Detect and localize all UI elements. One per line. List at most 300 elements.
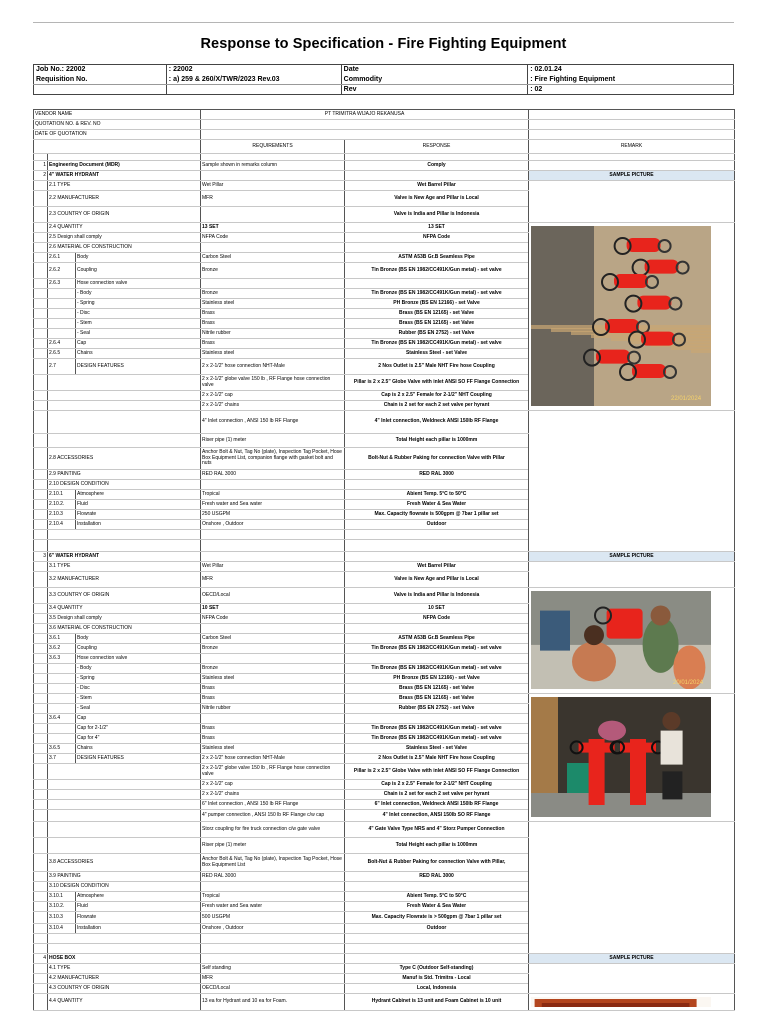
spec-table [33,109,735,1011]
item-number: 3 [34,552,48,562]
item-number [34,191,48,207]
response-cell: Tin Bronze (BS EN 1982/CC491K/Gun metal) - set valve [345,263,529,279]
requirement-cell [201,279,345,289]
response-cell [345,944,529,954]
remark-cell [529,154,735,161]
response-cell: ASTM A53B Gr.B Seamless Pipe [345,253,529,263]
item-number [34,181,48,191]
response-cell: Manuf is Std. Trimitra - Local [345,974,529,984]
remark-photo-cell [529,411,735,552]
item-number [34,664,48,674]
remark-cell [529,161,735,171]
response-cell: 4" Inlet connection, ANSI 150lb SO RF Flange [345,810,529,822]
item-code [48,319,76,329]
table-row [34,954,735,964]
response-cell: Outdoor [345,924,529,934]
response-cell: NFPA Code [345,614,529,624]
requirement-cell [201,934,345,944]
table-row [34,552,735,562]
item-description [48,530,201,540]
requirement-cell: 2 x 2-1/2" chains [201,401,345,411]
vendor-name-label: VENDOR NAME [34,110,201,120]
response-cell [345,624,529,634]
requirement-cell [201,480,345,490]
response-cell: Tin Bronze (BS EN 1982/CC491K/Gun metal) - set valve [345,339,529,349]
item-number [34,780,48,790]
item-description: Chains [76,349,201,359]
table-row [34,181,735,191]
response-cell: Tin Bronze (BS EN 1982/CC491K/Gun metal) - set valve [345,644,529,654]
item-number [34,822,48,838]
requirement-cell: 10 SET [201,604,345,614]
response-cell [345,954,529,964]
item-description: 3.1 TYPE [48,562,201,572]
item-code [48,674,76,684]
requirement-cell: Nitrile rubber [201,329,345,339]
item-description: Body [76,634,201,644]
requirement-cell: Anchor Bolt & Nut, Tag No (plate), Inspection Tag Pocket, Hose Box Equipment List, companion flange with gasket bolt and nuts [201,448,345,470]
requirement-cell: Brass [201,724,345,734]
response-cell: 2 Nos Outlet is 2.5" Male NHT Fire hose Coupling [345,359,529,375]
response-cell: 4" Gate Valve Type NRS and 4" Storz Pumper Connection [345,822,529,838]
response-cell: RED RAL 3000 [345,872,529,882]
item-description [48,411,201,434]
response-cell: 4" Inlet connection, Weldneck ANSI 150lb RF Flange [345,411,529,434]
item-description: 2.9 PAINTING [48,470,201,480]
item-number [34,233,48,243]
response-cell [345,934,529,944]
item-description: Installation [76,924,201,934]
table-row [34,171,735,181]
item-description: 3.10 DESIGN CONDITION [48,882,201,892]
response-cell: Brass (BS EN 12165) - set Valve [345,694,529,704]
response-cell [345,171,529,181]
item-description: Coupling [76,644,201,654]
vendor-name-value: PT TRIMITRA WIJAJO REKANUSA [201,110,529,120]
item-description [48,790,201,800]
response-cell [345,654,529,664]
item-number [34,500,48,510]
item-number [34,520,48,530]
item-description: 4" WATER HYDRANT [48,171,201,181]
item-description: Fluid [76,902,201,912]
item-description: - Body [76,289,201,299]
remark-photo-cell [529,694,735,822]
requirement-cell [201,540,345,552]
item-code [48,684,76,694]
response-cell: Stainless Steel - set Valve [345,744,529,754]
sample-picture-label: SAMPLE PICTURE [529,552,735,562]
response-cell [345,243,529,253]
item-number [34,674,48,684]
requirement-cell: MFR [201,191,345,207]
response-cell: Cap is 2 x 2.5" Female for 2-1/2" NHT Coupling [345,780,529,790]
response-cell [345,714,529,724]
item-description [48,780,201,790]
item-number [34,838,48,854]
item-number [34,684,48,694]
rev-label: Rev [341,85,528,95]
quotation-date-label: DATE OF QUOTATION [34,130,201,140]
item-description: 3.2 MANUFACTURER [48,572,201,588]
remark-photo-cell [529,223,735,411]
response-cell: Abient Temp. 5°C to 50°C [345,490,529,500]
requirement-cell: Stainless steel [201,299,345,309]
item-number [34,810,48,822]
item-description: 3.8 ACCESSORIES [48,854,201,872]
item-description: 6" WATER HYDRANT [48,552,201,562]
date-value: : 02.01.24 [528,65,734,75]
remark-photo-cell [529,562,735,588]
item-number [34,984,48,994]
item-number [34,754,48,764]
remark-photo-cell [529,994,735,1011]
requirement-cell: Fresh water and Sea water [201,902,345,912]
item-description: HOSE BOX [48,954,201,964]
item-code: 2.10.4 [48,520,76,530]
response-cell: PH Bronze (BS EN 12166) - set Valve [345,299,529,309]
item-code: 3.10.3 [48,912,76,924]
requirement-cell: Tropical [201,490,345,500]
col-requirements: REQUIREMENTS [201,140,345,154]
pallet-hydrants-photo [531,226,711,406]
item-number [34,510,48,520]
item-code [48,309,76,319]
requirement-cell: OECD/Local [201,588,345,604]
job-value: : 22002 [166,65,341,75]
requirement-cell: 2 x 2-1/2" globe valve 150 lb , RF Flange hose connection valve [201,764,345,780]
item-number [34,154,48,161]
item-description: 4.2 MANUFACTURER [48,974,201,984]
remark-photo-cell [529,964,735,994]
requirement-cell: Storz coupling for fire truck connection c/w gate valve [201,822,345,838]
requirement-cell: Brass [201,339,345,349]
item-description: Atmosphere [76,892,201,902]
item-description: 2.6 MATERIAL OF CONSTRUCTION [48,243,201,253]
response-cell: Total Height each pillar is 1000mm [345,838,529,854]
requirement-cell: Bronze [201,664,345,674]
item-description: 2.4 QUANTITY [48,223,201,233]
item-code [48,289,76,299]
item-description [48,800,201,810]
item-number [34,924,48,934]
item-number [34,704,48,714]
item-code [48,724,76,734]
requirement-cell: Wet Pillar [201,562,345,572]
item-code [48,704,76,714]
item-description: - Seal [76,704,201,714]
response-cell: Outdoor [345,520,529,530]
response-cell [345,154,529,161]
cabinet-photo [531,997,711,1007]
item-number [34,714,48,724]
item-description: 3.5 Design shall comply [48,614,201,624]
response-cell: 10 SET [345,604,529,614]
item-description [48,822,201,838]
item-code: 3.6.2 [48,644,76,654]
item-description: Chains [76,744,201,754]
item-number [34,562,48,572]
table-row [34,694,735,704]
item-code: 3.6.4 [48,714,76,724]
requirement-cell: RED RAL 3000 [201,470,345,480]
item-number [34,944,48,954]
requirement-cell [201,624,345,634]
item-description: 2.2 MANUFACTURER [48,191,201,207]
item-description: - Disc [76,309,201,319]
response-cell: Rubber (BS EN 2752) - set Valve [345,704,529,714]
response-cell: Chain is 2 set for each 2 set valve per hyrant [345,401,529,411]
requirement-cell: 2 x 2-1/2" hose connection NHT-Male [201,754,345,764]
item-description: Cap [76,714,201,724]
item-number: 2 [34,171,48,181]
requirement-cell: Carbon Steel [201,634,345,644]
requirement-cell: 13 SET [201,223,345,233]
item-number [34,604,48,614]
item-number [34,624,48,634]
item-description: DESIGN FEATURES [76,359,201,375]
requirement-cell: 13 ea for Hydrant and 10 ea for Foam. [201,994,345,1011]
item-number [34,974,48,984]
item-number: 1 [34,161,48,171]
response-cell: Valve is New Age and Pillar is Local [345,572,529,588]
item-number [34,349,48,359]
svg-text:20/01/2024: 20/01/2024 [673,680,704,686]
item-description: Flowrate [76,912,201,924]
item-description: 3.6 MATERIAL OF CONSTRUCTION [48,624,201,634]
requirement-cell [201,954,345,964]
item-code: 3.10.4 [48,924,76,934]
requirement-cell [201,882,345,892]
item-description: - Body [76,664,201,674]
item-description: 4.4 QUANTITY [48,994,201,1011]
item-number [34,207,48,223]
requirement-cell: 6" Inlet connection , ANSI 150 lb RF Flange [201,800,345,810]
item-number [34,375,48,391]
item-number [34,744,48,754]
requirement-cell: 2 x 2-1/2" globe valve 150 lb , RF Flange hose connection valve [201,375,345,391]
requirement-cell: 2 x 2-1/2" chains [201,790,345,800]
requirement-cell: Brass [201,684,345,694]
item-number [34,490,48,500]
table-row [34,964,735,974]
item-number [34,854,48,872]
item-code: 2.7 [48,359,76,375]
requirement-cell: 2 x 2-1/2" hose connection NHT-Male [201,359,345,375]
response-cell: Hydrant Cabinet is 13 unit and Foam Cabinet is 10 unit [345,994,529,1011]
response-cell: 6" Inlet connection, Weldneck ANSI 150lb RF Flange [345,800,529,810]
requirement-cell: MFR [201,572,345,588]
item-description [48,540,201,552]
requirement-cell [201,243,345,253]
requirement-cell: Wet Pillar [201,181,345,191]
response-cell: Total Height each pillar is 1000mm [345,434,529,448]
response-cell: 13 SET [345,223,529,233]
item-number [34,572,48,588]
item-number [34,253,48,263]
requirement-cell [201,530,345,540]
response-cell: Brass (BS EN 12165) - set Valve [345,684,529,694]
item-code: 2.6.3 [48,279,76,289]
response-cell: Rubber (BS EN 2752) - set Valve [345,329,529,339]
requirement-cell: 500 USGPM [201,912,345,924]
item-description: 2.8 ACCESSORIES [48,448,201,470]
item-number [34,644,48,654]
item-number [34,892,48,902]
response-cell [345,480,529,490]
requirement-cell: Brass [201,734,345,744]
item-description: 3.3 COUNTRY OF ORIGIN [48,588,201,604]
item-number [34,694,48,704]
item-code: 3.6.5 [48,744,76,754]
item-number [34,882,48,892]
response-cell: Stainless Steel - set Valve [345,349,529,359]
requirement-cell: Self standing [201,964,345,974]
item-code [48,329,76,339]
requirement-cell: Bronze [201,289,345,299]
table-row [34,588,735,604]
requirement-cell: Tropical [201,892,345,902]
requirement-cell: Brass [201,309,345,319]
response-cell: Local, Indonesia [345,984,529,994]
item-number [34,309,48,319]
item-description: Cap for 4" [76,734,201,744]
sample-picture-label: SAMPLE PICTURE [529,171,735,181]
page-title: Response to Specification - Fire Fighting Equipment [200,36,567,52]
requirement-cell [201,552,345,562]
table-row [34,161,735,171]
item-number [34,339,48,349]
response-cell: Cap is 2 x 2.5" Female for 2-1/2" NHT Coupling [345,391,529,401]
requirement-cell: Riser pipe (1) meter [201,838,345,854]
item-description [48,810,201,822]
item-description [48,391,201,401]
response-cell: 2 Nos Outlet is 2.5" Male NHT Fire hose Coupling [345,754,529,764]
response-cell: Valve is India and Pillar is Indonesia [345,588,529,604]
pillar-hydrants-photo [531,697,711,817]
response-cell [345,540,529,552]
item-description: Engineering Document (MDR) [48,161,201,171]
item-code: 2.6.1 [48,253,76,263]
table-row [34,562,735,572]
item-number [34,588,48,604]
requirement-cell [201,154,345,161]
requirement-cell: Brass [201,319,345,329]
item-number [34,279,48,289]
item-number [34,964,48,974]
item-number [34,902,48,912]
table-row [34,223,735,233]
item-code: 3.10.1 [48,892,76,902]
item-number [34,434,48,448]
requirement-cell: 2 x 2-1/2" cap [201,391,345,401]
item-description: Cap for 2-1/2" [76,724,201,734]
item-description: DESIGN FEATURES [76,754,201,764]
col-remark: REMARK [529,140,735,154]
remark-photo-cell [529,822,735,954]
requirement-cell: NFPA Code [201,233,345,243]
item-description: 2.3 COUNTRY OF ORIGIN [48,207,201,223]
requirement-cell: Onshore , Outdoor [201,520,345,530]
item-description: 4.3 COUNTRY OF ORIGIN [48,984,201,994]
response-cell: Pillar is 2 x 2.5" Globe Valve with inlet ANSI SO FF Flange Connection [345,764,529,780]
response-cell: Comply [345,161,529,171]
requirement-cell: Riser pipe (1) meter [201,434,345,448]
item-code: 2.6.4 [48,339,76,349]
requirement-cell: Carbon Steel [201,253,345,263]
commodity-label: Commodity [341,75,528,85]
item-description: 2.5 Design shall comply [48,233,201,243]
requirement-cell: Sample shown in remarks column [201,161,345,171]
item-description [48,764,201,780]
remark-photo-cell [529,588,735,694]
response-cell: Type C (Outdoor Self-standing) [345,964,529,974]
item-number [34,289,48,299]
top-rule [33,22,734,23]
item-number [34,634,48,644]
response-cell: Brass (BS EN 12165) - set Valve [345,309,529,319]
response-cell: Fresh Water & Sea Water [345,500,529,510]
response-cell: RED RAL 3000 [345,470,529,480]
item-code [48,299,76,309]
item-number [34,329,48,339]
requirement-cell: Fresh water and Sea water [201,500,345,510]
response-cell [345,279,529,289]
item-number [34,391,48,401]
response-cell: Max. Capacity Flowrate is > 500gpm @ 7bar 1 pillar set [345,912,529,924]
item-description: Cap [76,339,201,349]
requirement-cell [201,207,345,223]
item-description: 2.1 TYPE [48,181,201,191]
item-description: Atmosphere [76,490,201,500]
item-number [34,223,48,233]
col-response: RESPONSE [345,140,529,154]
requirement-cell: Onshore , Outdoor [201,924,345,934]
rev-value: : 02 [528,85,734,95]
item-description: 3.4 QUANTITY [48,604,201,614]
response-cell [345,552,529,562]
requirement-cell: Nitrile rubber [201,704,345,714]
item-number [34,614,48,624]
requirement-cell [201,654,345,664]
item-number [34,540,48,552]
requirement-cell [201,714,345,724]
item-description [48,944,201,954]
response-cell: PH Bronze (BS EN 12166) - set Valve [345,674,529,684]
response-cell: Bolt-Nut & Rubber Paking for connection Valve with Pillar, [345,854,529,872]
item-code: 2.6.5 [48,349,76,359]
item-number [34,480,48,490]
requirement-cell [201,944,345,954]
item-code: 3.7 [48,754,76,764]
response-cell: Wet Barrel Pillar [345,181,529,191]
response-cell: Tin Bronze (BS EN 1982/CC491K/Gun metal) - set valve [345,734,529,744]
header-table [33,64,734,95]
requirement-cell [201,171,345,181]
item-number [34,912,48,924]
item-code [48,694,76,704]
response-cell [345,530,529,540]
item-number [34,800,48,810]
response-cell [345,882,529,892]
svg-text:22/01/2024: 22/01/2024 [671,396,702,402]
quotation-no-label: QUOTATION NO. & REV. NO [34,120,201,130]
item-code: 2.6.2 [48,263,76,279]
item-description [48,838,201,854]
table-row [34,994,735,1011]
item-description: 2.10 DESIGN CONDITION [48,480,201,490]
response-cell: Wet Barrel Pillar [345,562,529,572]
